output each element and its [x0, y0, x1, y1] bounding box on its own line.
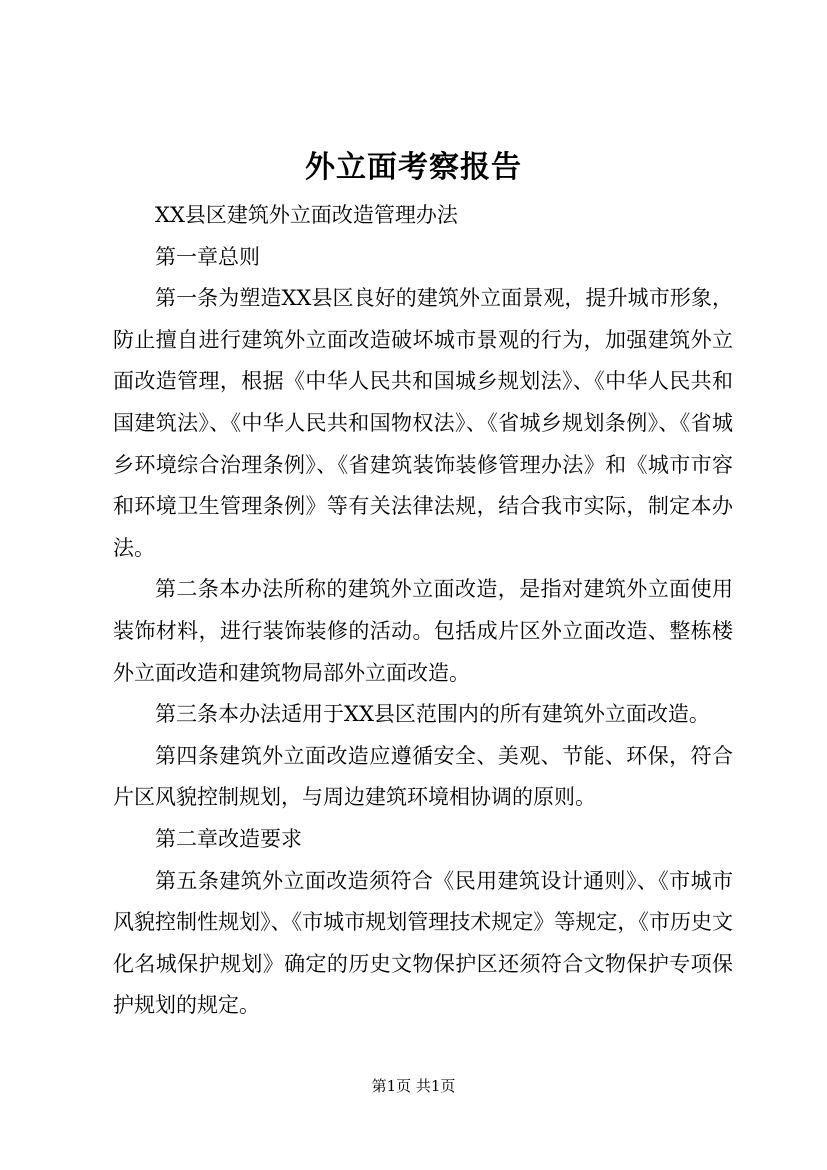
- paragraph-article-2: 第二条本办法所称的建筑外立面改造，是指对建筑外立面使用装饰材料，进行装饰装修的活动。包括成片区外立面改造、整栋楼外立面改造和建筑物局部外立面改造。: [113, 577, 733, 685]
- paragraph-chapter-1: 第一章总则: [155, 244, 260, 269]
- document-title: 外立面考察报告: [305, 150, 522, 185]
- paragraph-chapter-2: 第二章改造要求: [155, 826, 302, 851]
- paragraph-article-5: 第五条建筑外立面改造须符合《民用建筑设计通则》、《市城市风貌控制性规划》、《市城市规划管理技术规定》等规定，《市历史文化名城保护规划》确定的历史文物保护区还须符合文物保护专项保护规划的规定。: [113, 868, 733, 1018]
- page-footer: 第1页 共1页: [371, 1077, 456, 1095]
- document-body: [113, 195, 733, 1027]
- paragraph-subtitle: XX县区建筑外立面改造管理办法: [155, 203, 458, 227]
- paragraph-article-4: 第四条建筑外立面改造应遵循安全、美观、节能、环保，符合片区风貌控制规划，与周边建筑环境相协调的原则。: [113, 743, 733, 810]
- paragraph-article-1: 第一条为塑造XX县区良好的建筑外立面景观，提升城市形象，防止擅自进行建筑外立面改造破坏城市景观的行为，加强建筑外立面改造管理，根据《中华人民共和国城乡规划法》、《中华人民共和国建筑法》、《中华人民共和国物权法》、《省城乡规划条例》、《省城乡环境综合治理条例》、《省建筑装饰装修管理办法》和《城市市容和环境卫生管理条例》等有关法律法规，结合我市实际，制定本办法。: [113, 286, 733, 560]
- paragraph-article-3: 第三条本办法适用于XX县区范围内的所有建筑外立面改造。: [155, 702, 710, 727]
